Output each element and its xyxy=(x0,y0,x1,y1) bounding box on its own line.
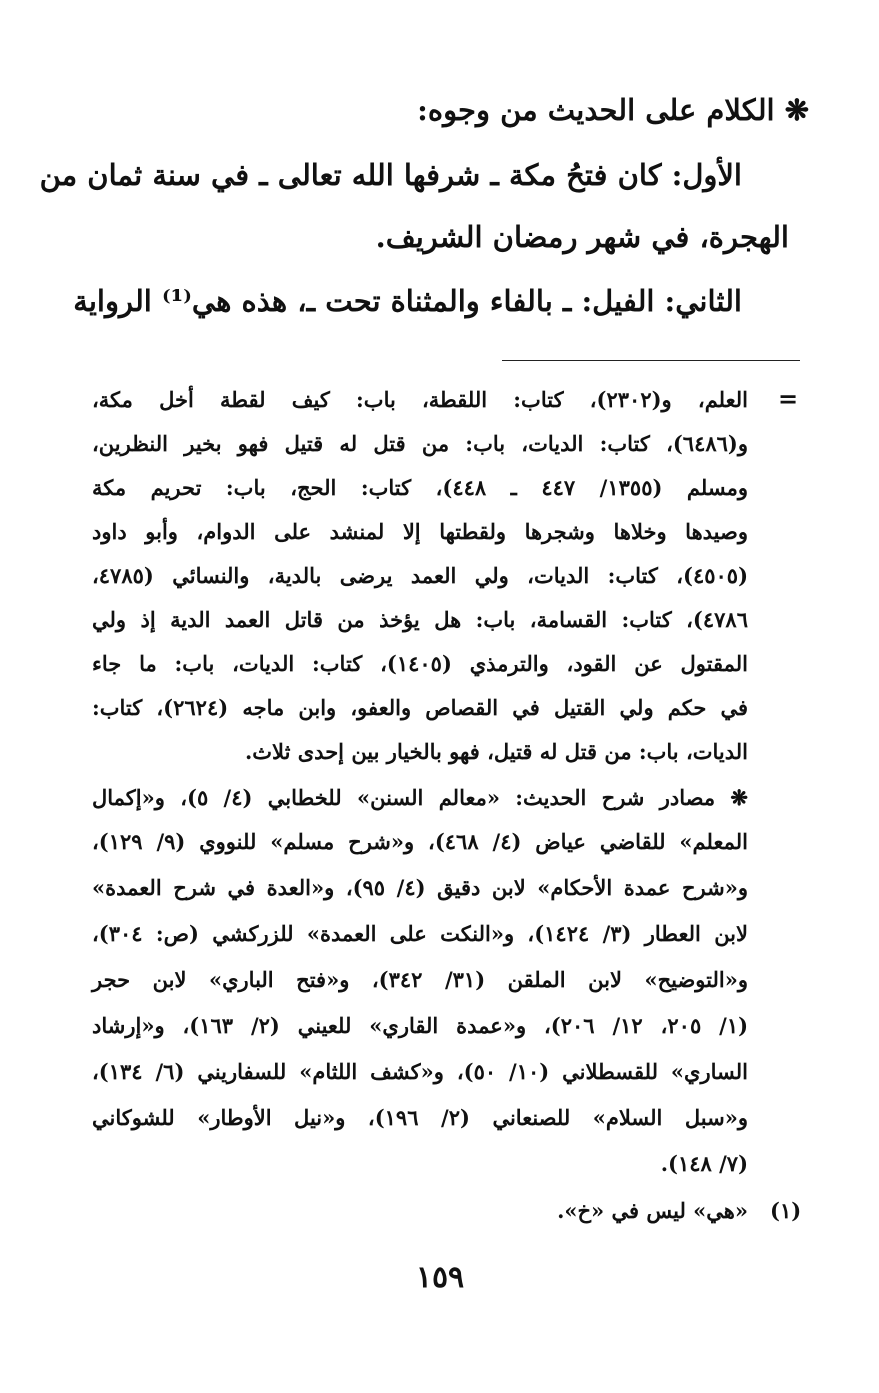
footnote-line: الديات، باب: من قتل له قتيل، فهو بالخيار بين إحدى ثلاث. xyxy=(244,739,748,764)
sources-line: و«التوضيح» لابن الملقن (٣١/ ٣٤٢)، و«فتح الباري» لابن حجر xyxy=(92,967,748,992)
footnote-line: في حكم ولي القتيل في القصاص والعفو، وابن ماجه (٢٦٢٤)، كتاب: xyxy=(92,695,748,720)
footnote-line: و(٦٤٨٦)، كتاب: الديات، باب: من قتل له قتيل فهو بخير النظرين، xyxy=(92,431,748,456)
sources-line: المعلم» للقاضي عياض (٤/ ٤٦٨)، و«شرح مسلم» للنووي (٩/ ١٢٩)، xyxy=(92,829,748,854)
sources-line: لابن العطار (٣/ ١٤٢٤)، و«النكت على العمدة» للزركشي (ص: ٣٠٤)، xyxy=(92,921,748,946)
page-number: ١٥٩ xyxy=(415,1260,465,1295)
footnote-number: (١) xyxy=(770,1198,802,1223)
section-heading: ❋ الكلام على الحديث من وجوه: xyxy=(417,93,809,127)
main-text-line: الثاني: الفيل: ـ بالفاء والمثناة تحت ـ، هذه هي⁽¹⁾ الرواية xyxy=(73,284,742,318)
sources-line: (٧/ ١٤٨). xyxy=(660,1151,748,1176)
sources-line: و«شرح عمدة الأحكام» لابن دقيق (٤/ ٩٥)، و«العدة في شرح العمدة» xyxy=(92,875,748,900)
footnote-line: ومسلم (١٣٥٥/ ٤٤٧ ـ ٤٤٨)، كتاب: الحج، باب: تحريم مكة xyxy=(92,475,748,500)
footnote-line: وصيدها وخلاها وشجرها ولقطتها إلا لمنشد على الدوام، وأبو داود xyxy=(92,519,748,544)
footnote-separator xyxy=(502,360,800,361)
footnote-line: المقتول عن القود، والترمذي (١٤٠٥)، كتاب: الديات، باب: ما جاء xyxy=(92,651,748,676)
main-text-line: الأول: كان فتحُ مكة ـ شرفها الله تعالى ـ في سنة ثمان من xyxy=(39,158,742,192)
footnote-text: «هي» ليس في «خ». xyxy=(557,1198,748,1223)
footnote-line: العلم، و(٢٣٠٢)، كتاب: اللقطة، باب: كيف لقطة أخل مكة، xyxy=(92,387,748,412)
footnote-line: (٤٥٠٥)، كتاب: الديات، ولي العمد يرضى بالدية، والنسائي (٤٧٨٥، xyxy=(92,563,748,588)
continuation-mark: = xyxy=(778,384,799,413)
sources-line: و«سبل السلام» للصنعاني (٢/ ١٩٦)، و«نيل الأوطار» للشوكاني xyxy=(92,1105,748,1130)
main-text-line: الهجرة، في شهر رمضان الشريف. xyxy=(375,220,789,254)
sources-line: (١/ ٢٠٥، ١٢/ ٢٠٦)، و«عمدة القاري» للعيني (٢/ ١٦٣)، و«إرشاد xyxy=(92,1013,749,1038)
footnote-line: ٤٧٨٦)، كتاب: القسامة، باب: هل يؤخذ من قاتل العمد الدية إذ ولي xyxy=(92,607,748,632)
sources-line: ❋ مصادر شرح الحديث: «معالم السنن» للخطابي (٤/ ٥)، و«إكمال xyxy=(92,785,748,810)
sources-line: الساري» للقسطلاني (١٠/ ٥٠)، و«كشف اللثام» للسفاريني (٦/ ١٣٤)، xyxy=(92,1059,748,1084)
